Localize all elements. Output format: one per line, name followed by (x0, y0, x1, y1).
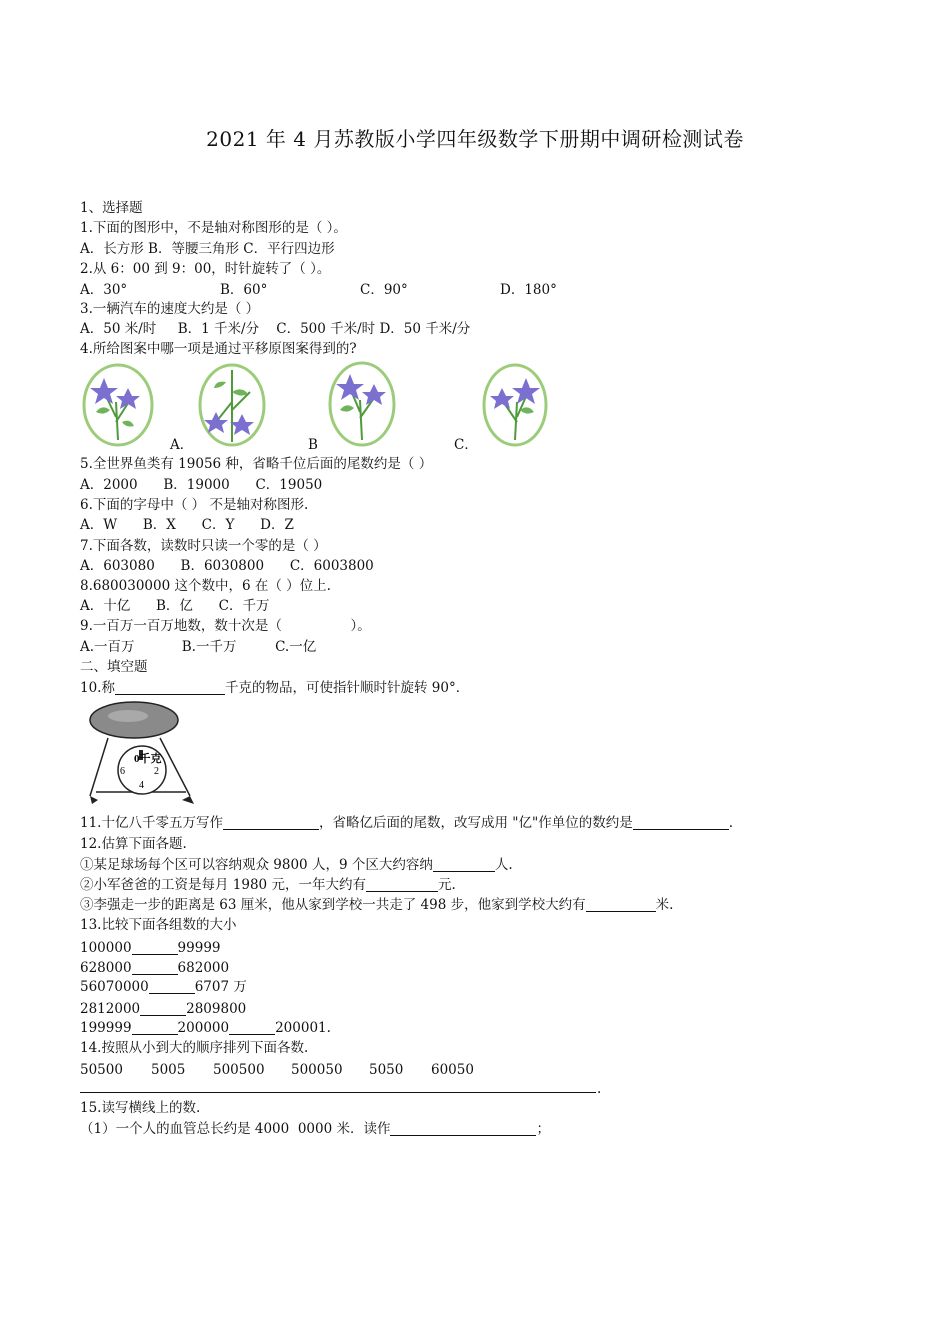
question-10 (80, 679, 469, 697)
compare-left: 2812000 (80, 1001, 141, 1017)
question-1-options: A．长方形 B．等腰三角形 C．平行四边形 (80, 241, 335, 257)
question-11 (80, 814, 733, 832)
compare-right: 682000 (177, 960, 230, 976)
answer-blank[interactable] (132, 1020, 178, 1035)
question-11-text-a: 11.十亿八千零五万写作 (80, 815, 223, 831)
question-15-1 (80, 1120, 550, 1138)
compare-right: 2809800 (186, 1001, 247, 1017)
question-12-1-text: ①某足球场每个区可以容纳观众 9800 人，9 个区大约容纳 (80, 857, 433, 873)
answer-blank[interactable] (132, 960, 178, 975)
number-item: 5050 (369, 1062, 404, 1078)
flower-option-c-image (480, 362, 550, 448)
question-5: 5.全世界鱼类有 19056 种，省略千位后面的尾数约是（ ） (80, 456, 433, 472)
scale-label-right: 2 (154, 766, 159, 777)
question-9-options: A.一百万 B.一千万 C.一亿 (80, 639, 317, 655)
scale-label-bottom: 4 (139, 780, 144, 791)
question-4-label-b: B (308, 437, 318, 453)
answer-blank[interactable] (115, 680, 225, 695)
compare-row (80, 939, 221, 957)
question-12-2-unit: 元. (437, 877, 456, 893)
number-item: 5005 (151, 1062, 186, 1078)
section-fill: 二、填空题 (80, 659, 148, 675)
number-item: 500500 (213, 1062, 265, 1078)
page-title: 2021 年 4 月苏教版小学四年级数学下册期中调研检测试卷 (206, 127, 744, 151)
question-2-option-b: B．60° (220, 282, 268, 298)
question-6: 6.下面的字母中（ ） 不是轴对称图形. (80, 497, 309, 513)
flower-original-image (80, 362, 156, 448)
answer-line-period: . (597, 1081, 602, 1097)
compare-middle: 200000 (177, 1020, 230, 1036)
question-8-options: A．十亿 B．亿 C．千万 (80, 598, 270, 614)
compare-left: 56070000 (80, 979, 149, 995)
flower-option-a-image (196, 362, 268, 448)
question-5-options: A．2000 B．19000 C．19050 (80, 477, 323, 493)
answer-blank[interactable] (149, 979, 195, 994)
question-3-options: A．50 米/时 B．1 千米/分 C．500 千米/时 D．50 千米/分 (80, 321, 471, 337)
question-12-3-text: ③李强走一步的距离是 63 厘米，他从家到学校一共走了 498 步，他家到学校大约有 (80, 897, 586, 913)
answer-blank[interactable] (433, 857, 495, 872)
question-4: 4.所给图案中哪一项是通过平移原图案得到的? (80, 341, 357, 357)
compare-right: 99999 (177, 940, 221, 956)
question-2-option-a: A．30° (80, 282, 128, 298)
question-7: 7.下面各数，读数时只读一个零的是（ ） (80, 538, 327, 554)
answer-blank[interactable] (390, 1121, 536, 1136)
question-15-1-end: ； (536, 1121, 550, 1137)
question-12-2-text: ②小军爸爸的工资是每月 1980 元，一年大约有 (80, 877, 366, 893)
question-12-3 (80, 896, 673, 914)
scale-image (88, 700, 200, 806)
compare-row (80, 959, 229, 977)
question-6-options: A．W B．X C．Y D．Z (80, 517, 294, 533)
scale-label-top: 0千克 (134, 753, 162, 765)
number-item: 500050 (291, 1062, 343, 1078)
question-14: 14.按照从小到大的顺序排列下面各数. (80, 1040, 309, 1056)
answer-blank[interactable] (223, 815, 319, 830)
compare-row (80, 1000, 246, 1018)
question-8: 8.680030000 这个数中，6 在（ ）位上. (80, 578, 331, 594)
question-15: 15.读写横线上的数. (80, 1100, 201, 1116)
compare-left: 628000 (80, 960, 132, 976)
compare-left: 100000 (80, 940, 132, 956)
question-13: 13.比较下面各组数的大小 (80, 917, 237, 933)
compare-row (80, 978, 247, 996)
question-4-label-c: C． (454, 437, 478, 453)
question-2: 2.从 6：00 到 9：00，时针旋转了（ ）。 (80, 261, 331, 277)
question-12-1-unit: 人. (494, 857, 513, 873)
number-item: 60050 (431, 1062, 474, 1078)
number-item: 50500 (80, 1062, 123, 1078)
question-1: 1.下面的图形中，不是轴对称图形的是（ ）。 (80, 220, 347, 236)
question-10-text-b: 千克的物品，可使指针顺时针旋转 90°． (224, 680, 470, 696)
question-12-2 (80, 876, 456, 894)
scale-label-left: 6 (120, 766, 125, 777)
compare-left: 199999 (80, 1020, 132, 1036)
section-choice: 1、选择题 (80, 200, 143, 216)
answer-blank[interactable] (229, 1020, 275, 1035)
question-3: 3.一辆汽车的速度大约是（ ） (80, 301, 260, 317)
question-11-text-c: . (728, 815, 733, 831)
answer-blank[interactable] (586, 897, 656, 912)
question-4-label-a: A． (170, 437, 194, 453)
flower-option-b-image (326, 360, 398, 448)
question-12-1 (80, 856, 513, 874)
answer-blank[interactable] (140, 1001, 186, 1016)
question-15-1-text: （1）一个人的血管总长约是 4000 0000 米．读作 (80, 1121, 391, 1137)
answer-line[interactable] (80, 1092, 596, 1093)
question-2-option-d: D．180° (500, 282, 557, 298)
question-10-text-a: 10.称 (80, 680, 115, 696)
answer-blank[interactable] (633, 815, 729, 830)
question-12-3-unit: 米. (655, 897, 674, 913)
question-9: 9.一百万一百万地数，数十次是（ ）。 (80, 618, 371, 634)
question-12: 12.估算下面各题. (80, 836, 187, 852)
compare-right: 6707 万 (194, 979, 247, 995)
question-11-text-b: ，省略亿后面的尾数，改写成用 "亿"作单位的数约是 (318, 815, 633, 831)
compare-row-triple (80, 1019, 331, 1037)
answer-blank[interactable] (132, 940, 178, 955)
question-2-option-c: C．90° (360, 282, 408, 298)
question-7-options: A．603080 B．6030800 C．6003800 (80, 558, 374, 574)
compare-right: 200001. (275, 1020, 331, 1036)
answer-blank[interactable] (366, 877, 438, 892)
